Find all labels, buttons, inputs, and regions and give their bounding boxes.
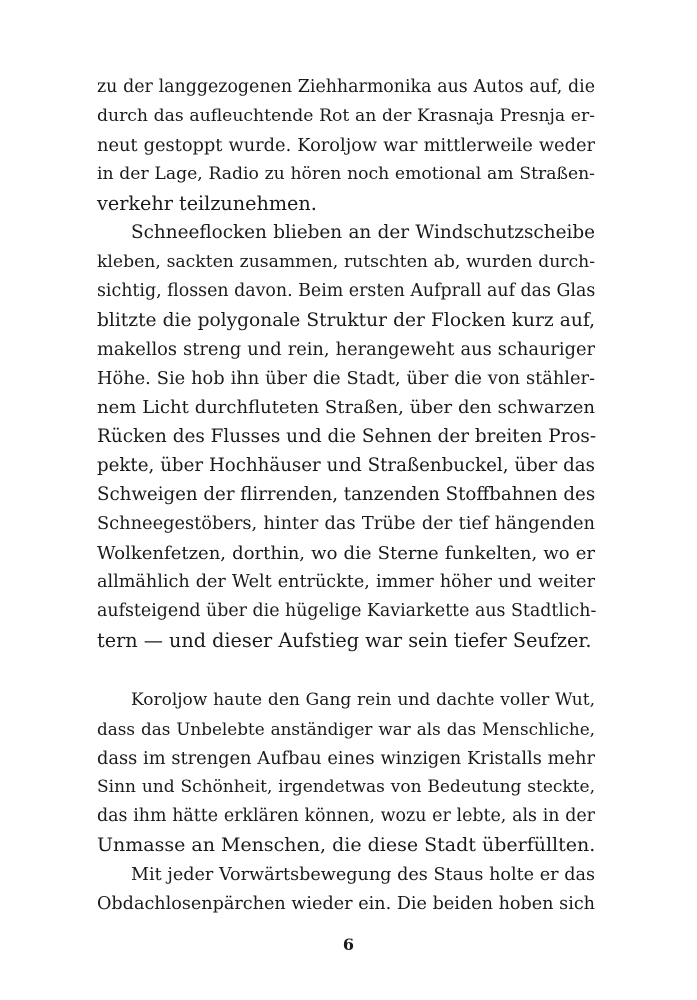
paragraph-first-line: Schneeflocken blieben an der Windschutzscheibe	[131, 222, 595, 244]
paragraph-first-line: Mit jeder Vorwärtsbewegung des Staus holte er das	[131, 864, 595, 885]
text-line: in der Lage, Radio zu hören noch emotional am Straßen-	[97, 164, 595, 185]
text-line: durch das aufleuchtende Rot an der Krasnaja Presnja er-	[97, 106, 595, 127]
text-line: das ihm hätte erklären können, wozu er lebte, als in der	[97, 806, 595, 827]
text-line: sichtig, flossen davon. Beim ersten Aufprall auf das Glas	[97, 280, 596, 301]
text-line: Sinn und Schönheit, irgendetwas von Bedeutung steckte,	[97, 777, 595, 798]
text-section-2	[97, 686, 595, 919]
text-line: tern — und dieser Aufstieg war sein tiefer Seufzer.	[97, 628, 592, 652]
text-line: blitzte die polygonale Struktur der Flocken kurz auf,	[97, 309, 595, 331]
text-line: dass das Unbelebte anständiger war als das Menschliche,	[97, 719, 595, 740]
text-line: Schweigen der flirrenden, tanzenden Stoffbahnen des	[97, 484, 596, 506]
text-line: allmählich der Welt entrückte, immer höher und weiter	[97, 571, 595, 592]
text-line: Höhe. Sie hob ihn über die Stadt, über die von stähler-	[97, 367, 595, 389]
page-number: 6	[342, 935, 355, 954]
paragraph-first-line: Koroljow haute den Gang rein und dachte voller Wut,	[131, 690, 595, 710]
text-section-1	[97, 73, 595, 655]
text-line: kleben, sackten zusammen, rutschten ab, wurden durch-	[97, 251, 595, 272]
text-line: pekte, über Hochhäuser und Straßenbuckel, über das	[97, 455, 595, 477]
text-line: Obdachlosenpärchen wieder ein. Die beiden hoben sich	[97, 893, 595, 914]
text-line: Wolkenfetzen, dorthin, wo die Sterne funkelten, wo er	[97, 542, 595, 564]
text-line: aufsteigend über die hügelige Kaviarkette aus Stadtlich-	[97, 600, 597, 621]
text-line: Schneegestöbers, hinter das Trübe der tief hängenden	[97, 513, 595, 535]
text-line: Rücken des Flusses und die Sehnen der breiten Pros-	[97, 426, 597, 448]
text-line: neut gestoppt wurde. Koroljow war mittlerweile weder	[97, 135, 595, 157]
text-line: Unmasse an Menschen, die diese Stadt überfüllten.	[97, 834, 596, 857]
text-line: dass im strengen Aufbau eines winzigen Kristalls mehr	[97, 748, 595, 770]
text-line: verkehr teilzunehmen.	[97, 192, 317, 216]
text-line: nem Licht durchfluteten Straßen, über den schwarzen	[97, 397, 595, 419]
text-line: zu der langgezogenen Ziehharmonika aus Autos auf, die	[97, 77, 595, 97]
text-line: makellos streng und rein, herangeweht aus schauriger	[97, 338, 595, 360]
